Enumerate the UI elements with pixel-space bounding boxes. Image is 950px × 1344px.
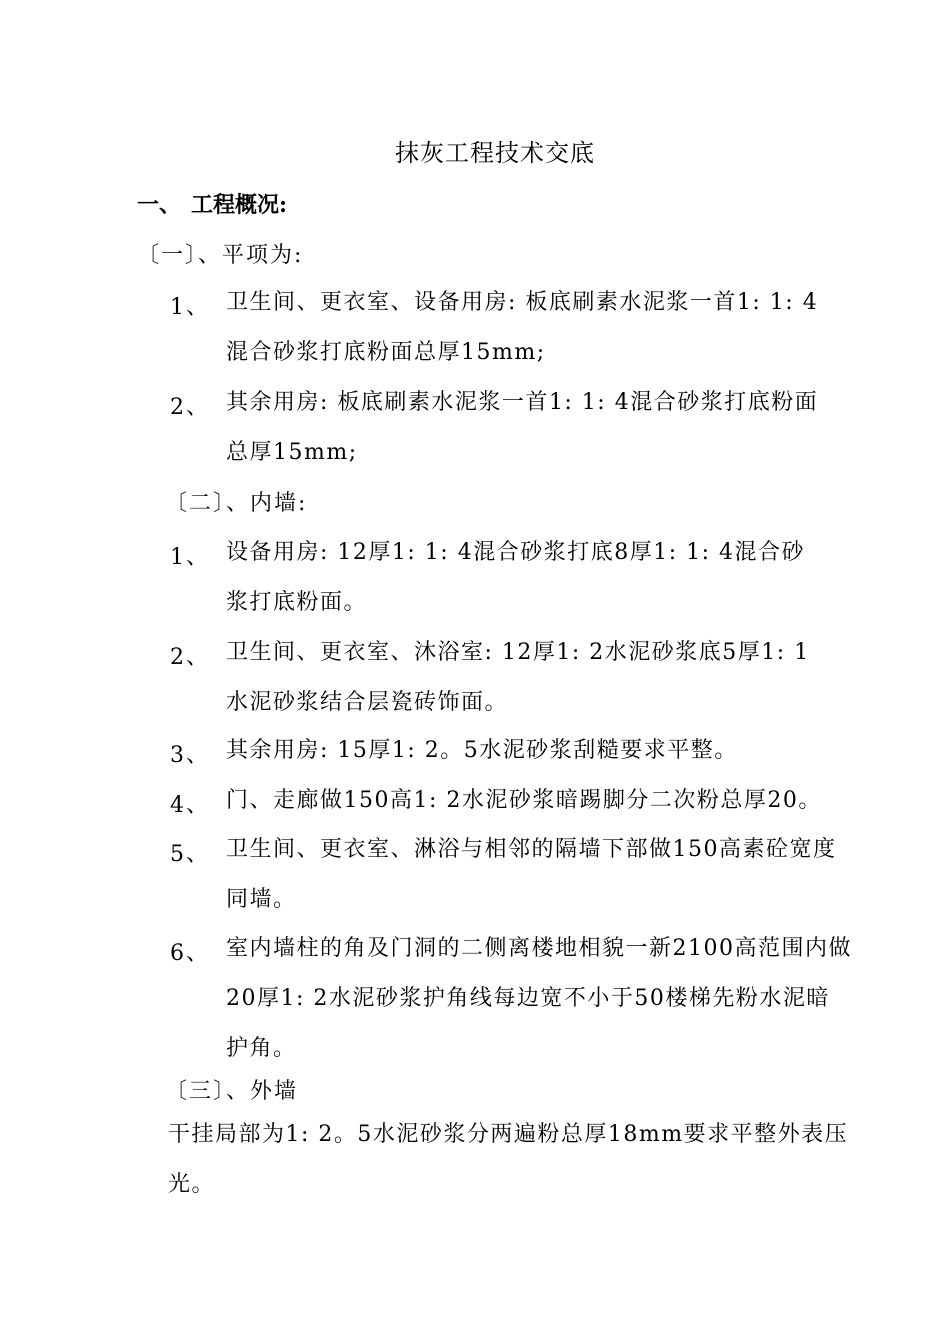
item-number: 2、	[170, 645, 210, 670]
section-label: 工程概况:	[191, 192, 288, 218]
list-item	[170, 738, 870, 776]
item-number: 1、	[170, 545, 210, 570]
list-item	[170, 837, 870, 925]
item-text: 室内墙柱的角及门洞的二侧离楼地相貌一新2100高范围内做 20厚1: 2水泥砂浆护角线每边宽不小于50楼梯先粉水泥暗 护角。	[226, 936, 852, 1061]
exterior-wall-text: 干挂局部为1: 2。5水泥砂浆分两遍粉总厚18mm要求平整外表压 光。	[168, 1122, 849, 1197]
item-text: 其余用房: 板底刷素水泥浆一首1: 1: 4混合砂浆打底粉面 总厚15mm;	[226, 390, 819, 465]
item-number: 4、	[170, 793, 210, 818]
item-number: 2、	[170, 395, 210, 420]
list-item	[170, 540, 870, 628]
item-text: 卫生间、更衣室、淋浴与相邻的隔墙下部做150高素砼宽度 同墙。	[226, 837, 837, 912]
item-text: 其余用房: 15厚1: 2。5水泥砂浆刮糙要求平整。	[226, 738, 738, 763]
subsection-exterior-wall: 〔三〕、外墙	[165, 1079, 299, 1104]
section-heading	[137, 188, 287, 219]
item-text: 设备用房: 12厚1: 1: 4混合砂浆打底8厚1: 1: 4混合砂 浆打底粉面。	[226, 540, 806, 615]
list-item	[170, 640, 870, 728]
item-number: 6、	[170, 941, 210, 966]
document-title: 抹灰工程技术交底	[395, 139, 595, 167]
subsection-interior-wall: 〔二〕、内墙:	[165, 491, 308, 516]
list-item	[170, 290, 870, 378]
item-number: 3、	[170, 743, 210, 768]
item-text: 卫生间、更衣室、沐浴室: 12厚1: 2水泥砂浆底5厚1: 1 水泥砂浆结合层瓷砖饰面。	[226, 640, 810, 715]
subsection-ceiling: 〔一〕、平项为:	[137, 243, 304, 268]
list-item	[170, 390, 870, 478]
list-item	[170, 936, 870, 1074]
item-number: 5、	[170, 842, 210, 867]
section-number: 一、	[137, 192, 182, 218]
item-text: 卫生间、更衣室、设备用房: 板底刷素水泥浆一首1: 1: 4 混合砂浆打底粉面总厚15mm;	[226, 290, 819, 365]
item-text: 门、走廊做150高1: 2水泥砂浆暗踢脚分二次粉总厚20。	[226, 788, 822, 813]
item-number: 1、	[170, 295, 210, 320]
list-item	[170, 788, 870, 826]
